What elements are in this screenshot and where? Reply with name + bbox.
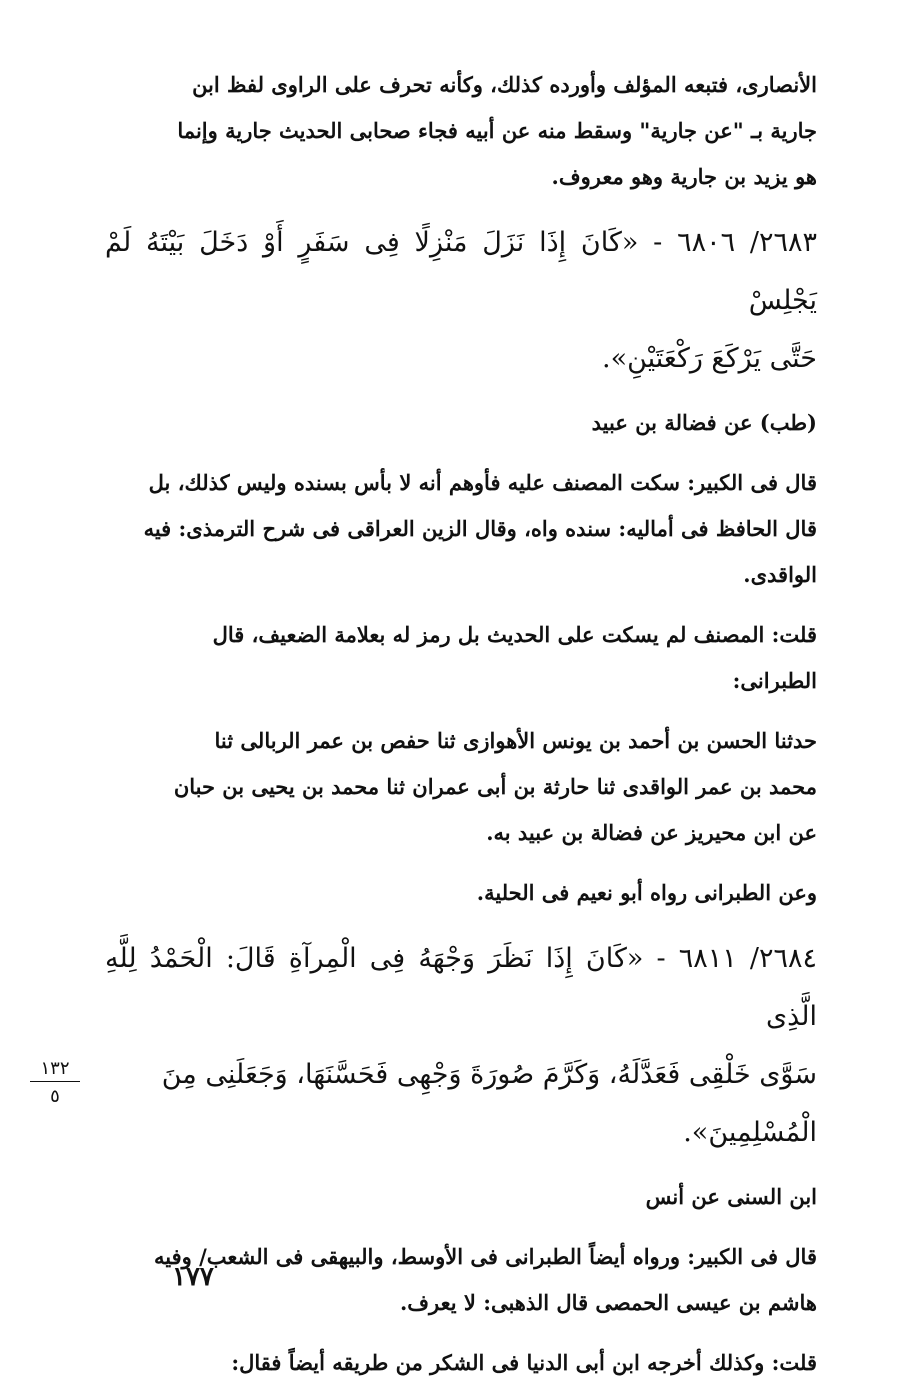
text-line: قلت: المصنف لم يسكت على الحديث بل رمز له بعلامة الضعيف، قال xyxy=(212,622,817,647)
text-line: هو يزيد بن جارية وهو معروف. xyxy=(551,164,817,189)
hadith-2683 xyxy=(105,214,817,388)
text-line: الأنصارى، فتبعه المؤلف وأورده كذلك، وكأنه تحرف على الراوى لفظ ابن xyxy=(192,72,817,97)
page-number: ١٧٧ xyxy=(172,1262,214,1292)
source-line: (طب) عن فضالة بن عبيد xyxy=(591,410,817,435)
hadith-line: الْمُسْلِمِينَ». xyxy=(683,1117,817,1148)
paragraph-2 xyxy=(105,460,817,598)
paragraph-7 xyxy=(105,1340,817,1386)
margin-note-part: ٥ xyxy=(50,1086,60,1107)
margin-volume-page-note xyxy=(30,1058,80,1107)
paragraph-3 xyxy=(105,612,817,704)
source-line: ابن السنى عن أنس xyxy=(645,1184,817,1209)
text-line: هاشم بن عيسى الحمصى قال الذهبى: لا يعرف. xyxy=(399,1290,817,1315)
text-line: حدثنا الحسن بن أحمد بن يونس الأهوازى ثنا حفص بن عمر الربالى ثنا xyxy=(214,728,817,753)
page-body xyxy=(105,62,817,1400)
hadith-line: ٢٦٨٤/ ٦٨١١ - «كَانَ إِذَا نَظَرَ وَجْهَهُ فِى الْمِرآةِ قَالَ: الْحَمْدُ لِلَّهِ الَّذِى xyxy=(105,943,817,1032)
paragraph-1 xyxy=(105,62,817,200)
hadith-line: ٢٦٨٣/ ٦٨٠٦ - «كَانَ إِذَا نَزَلَ مَنْزِلًا فِى سَفَرٍ أَوْ دَخَلَ بَيْتَهُ لَمْ يَجْلِسْ xyxy=(105,227,817,316)
text-line: الطبرانى: xyxy=(732,668,817,693)
paragraph-4 xyxy=(105,718,817,856)
text-line: وعن الطبرانى رواه أبو نعيم فى الحلية. xyxy=(476,880,817,905)
text-line: الواقدى. xyxy=(743,562,817,587)
hadith-line: حَتَّى يَرْكَعَ رَكْعَتَيْنِ». xyxy=(601,343,817,374)
hadith-line: سَوَّى خَلْقِى فَعَدَّلَهُ، وَكَرَّمَ صُورَةَ وَجْهِى فَحَسَّنَهَا، وَجَعَلَنِى مِنَ xyxy=(161,1059,817,1090)
text-line: قال فى الكبير: ورواه أيضاً الطبرانى فى الأوسط، والبيهقى فى الشعب/ وفيه xyxy=(154,1244,817,1269)
text-line: عن ابن محيريز عن فضالة بن عبيد به. xyxy=(486,820,817,845)
text-line: قال الحافظ فى أماليه: سنده واه، وقال الزين العراقى فى شرح الترمذى: فيه xyxy=(143,516,817,541)
text-line: قال فى الكبير: سكت المصنف عليه فأوهم أنه لا بأس بسنده وليس كذلك، بل xyxy=(148,470,817,495)
text-line: قلت: وكذلك أخرجه ابن أبى الدنيا فى الشكر من طريقه أيضاً فقال: xyxy=(231,1350,817,1375)
hadith-source-1 xyxy=(105,400,817,446)
hadith-source-2 xyxy=(105,1174,817,1220)
margin-note-volume: ١٣٢ xyxy=(30,1058,80,1082)
hadith-2684 xyxy=(105,930,817,1162)
text-line: محمد بن عمر الواقدى ثنا حارثة بن أبى عمران ثنا محمد بن يحيى بن حبان xyxy=(173,774,817,799)
paragraph-5 xyxy=(105,870,817,916)
text-line: جارية بـ "عن جارية" وسقط منه عن أبيه فجاء صحابى الحديث جارية وإنما xyxy=(177,118,817,143)
